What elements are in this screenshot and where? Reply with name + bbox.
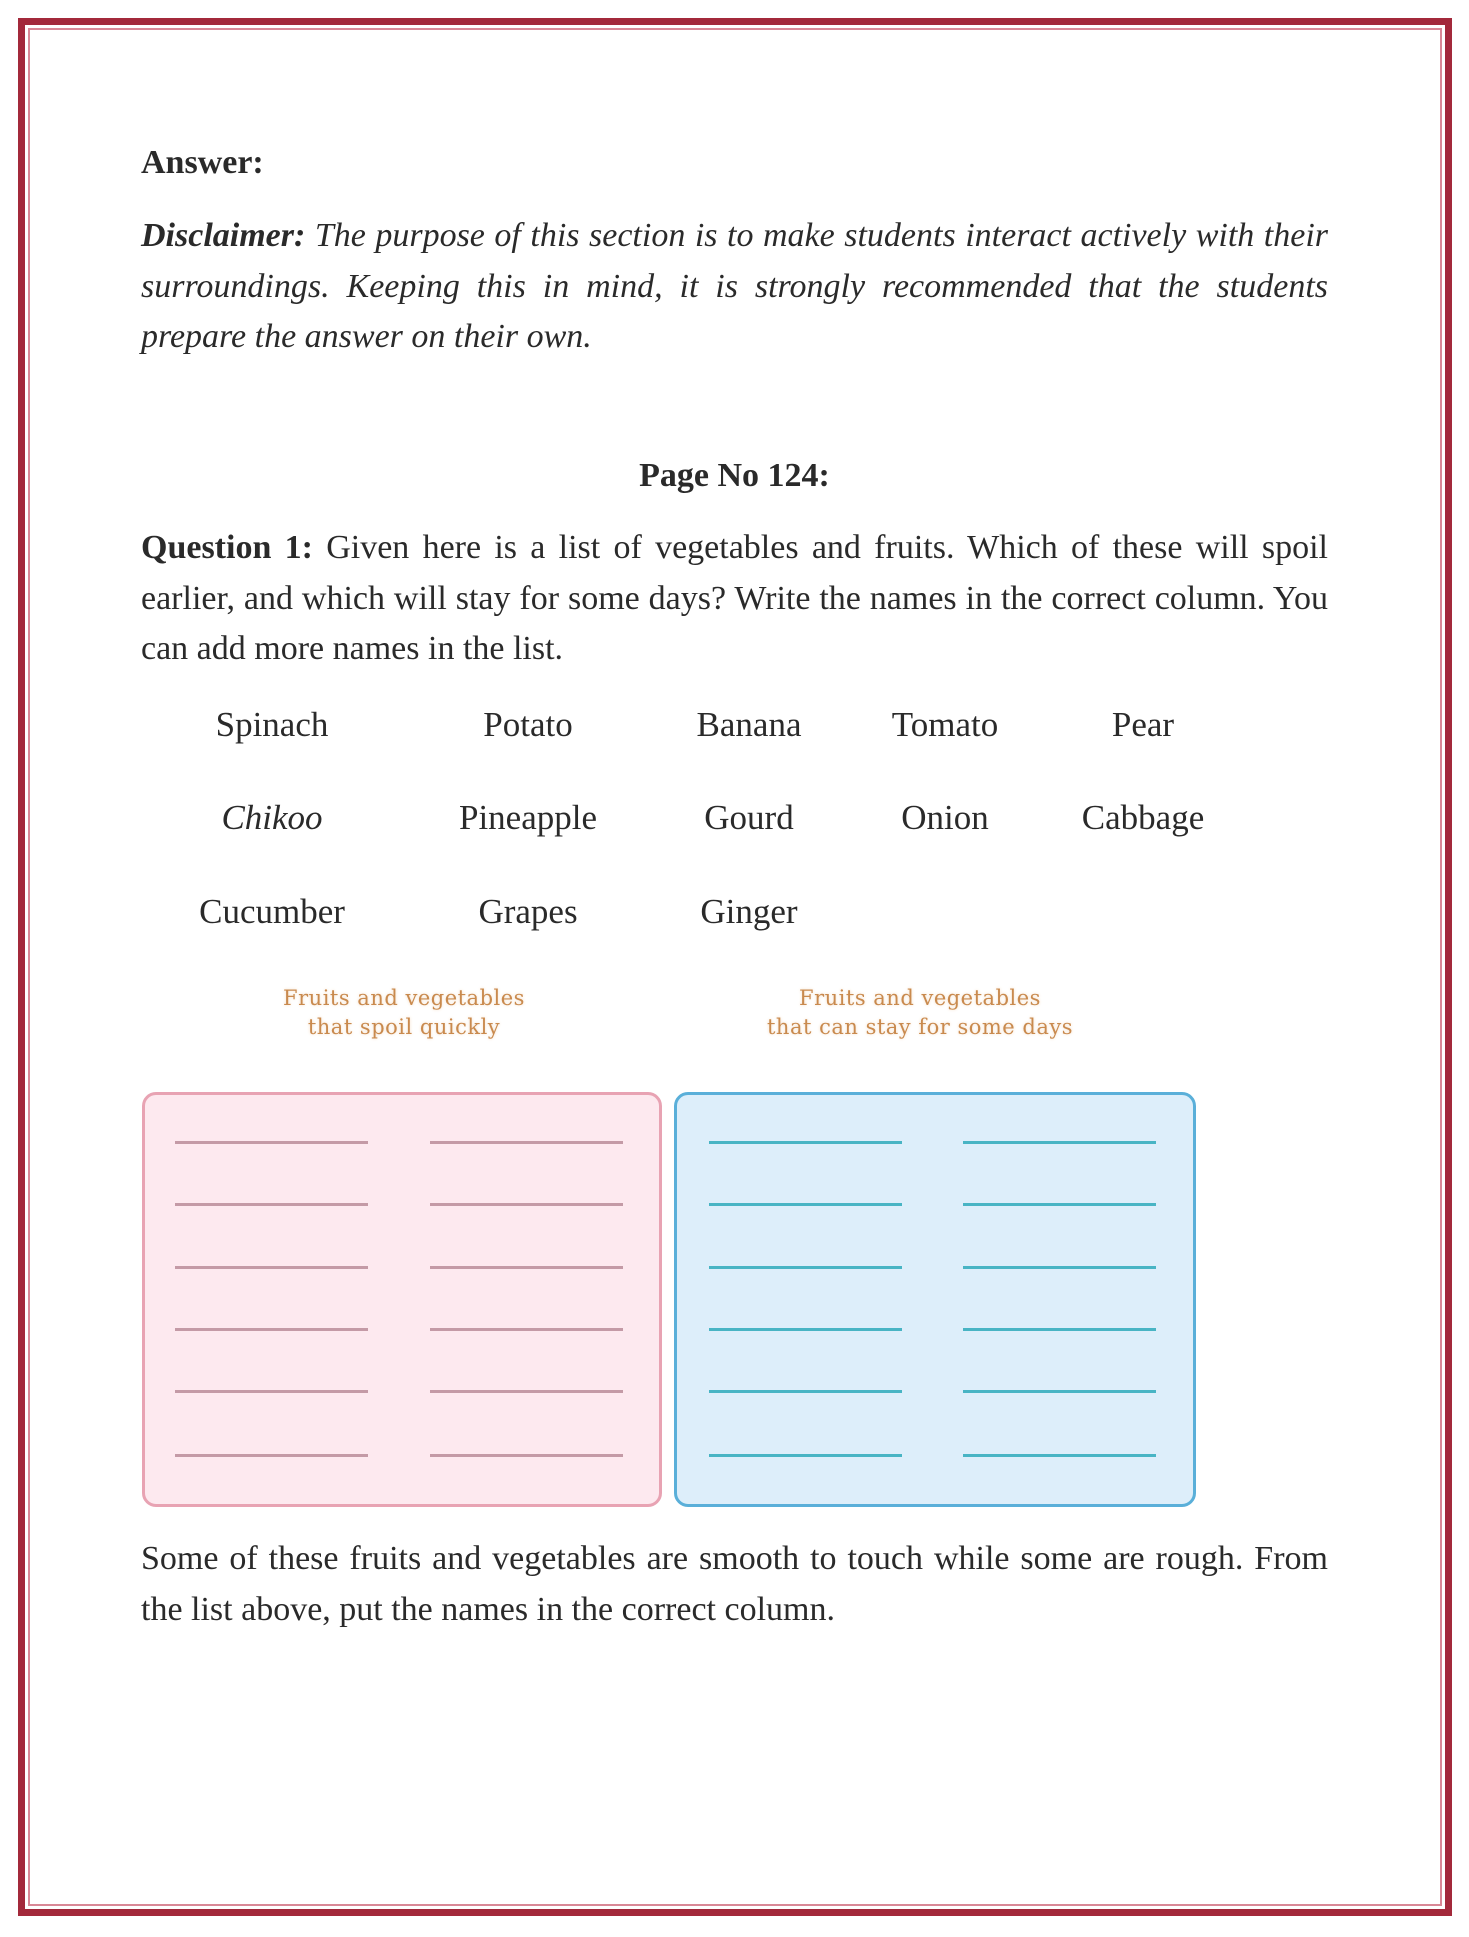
- word-item: Onion: [901, 798, 989, 837]
- label-line: Fruits and vegetables: [799, 986, 1041, 1010]
- writing-line[interactable]: [430, 1390, 623, 1393]
- writing-line[interactable]: [963, 1390, 1156, 1393]
- writing-line[interactable]: [963, 1203, 1156, 1206]
- writing-line[interactable]: [709, 1454, 902, 1457]
- writing-line[interactable]: [709, 1141, 902, 1144]
- writing-line[interactable]: [175, 1328, 368, 1331]
- label-line: Fruits and vegetables: [283, 986, 525, 1010]
- word-item: Banana: [696, 705, 802, 744]
- writing-line[interactable]: [430, 1328, 623, 1331]
- writing-line[interactable]: [709, 1328, 902, 1331]
- stay-some-days-label: [767, 984, 1073, 1042]
- disclaimer-label: Disclaimer:: [141, 217, 306, 254]
- word-item: Potato: [483, 705, 573, 744]
- writing-line[interactable]: [175, 1390, 368, 1393]
- writing-line[interactable]: [175, 1141, 368, 1144]
- writing-line[interactable]: [709, 1266, 902, 1269]
- writing-line[interactable]: [430, 1141, 623, 1144]
- word-item: Gourd: [704, 798, 794, 837]
- question-label: Question 1:: [141, 529, 313, 566]
- writing-line[interactable]: [175, 1203, 368, 1206]
- question-text: Given here is a list of vegetables and fruits. Which of these will spoil earlier, and which will stay for some days? Write the names in the correct column. You can add more names in the list.: [141, 529, 1328, 667]
- word-item: Spinach: [215, 705, 329, 744]
- word-item: Pineapple: [458, 798, 598, 837]
- word-item: Pear: [1111, 705, 1175, 744]
- writing-line[interactable]: [709, 1203, 902, 1206]
- page-heading: Page No 124:: [639, 457, 830, 494]
- label-line: that spoil quickly: [307, 1015, 501, 1039]
- word-item: Cabbage: [1081, 798, 1205, 837]
- disclaimer-text: The purpose of this section is to make students interact actively with their surroundings. Keeping this in mind, it is strongly recommended that the students prepare the answer on their own.: [141, 217, 1328, 355]
- writing-line[interactable]: [430, 1454, 623, 1457]
- writing-line[interactable]: [963, 1266, 1156, 1269]
- writing-line[interactable]: [175, 1454, 368, 1457]
- word-item: Ginger: [700, 892, 798, 931]
- writing-line[interactable]: [430, 1266, 623, 1269]
- question-paragraph: [141, 523, 1328, 675]
- spoil-quickly-box: [142, 1092, 662, 1507]
- writing-line[interactable]: [175, 1266, 368, 1269]
- writing-line[interactable]: [963, 1454, 1156, 1457]
- writing-line[interactable]: [963, 1328, 1156, 1331]
- word-item: Cucumber: [199, 892, 345, 931]
- spoil-quickly-label: [283, 984, 525, 1042]
- stay-some-days-box: [674, 1092, 1196, 1507]
- answer-heading: Answer:: [141, 144, 264, 181]
- word-item: Tomato: [891, 705, 999, 744]
- disclaimer-paragraph: [141, 211, 1328, 363]
- closing-paragraph: Some of these fruits and vegetables are smooth to touch while some are rough. From the list above, put the names in the correct column.: [141, 1540, 1328, 1628]
- writing-line[interactable]: [963, 1141, 1156, 1144]
- word-item: Grapes: [478, 892, 578, 931]
- word-item: Chikoo: [221, 798, 323, 837]
- writing-line[interactable]: [430, 1203, 623, 1206]
- label-line: that can stay for some days: [766, 1015, 1074, 1039]
- writing-line[interactable]: [709, 1390, 902, 1393]
